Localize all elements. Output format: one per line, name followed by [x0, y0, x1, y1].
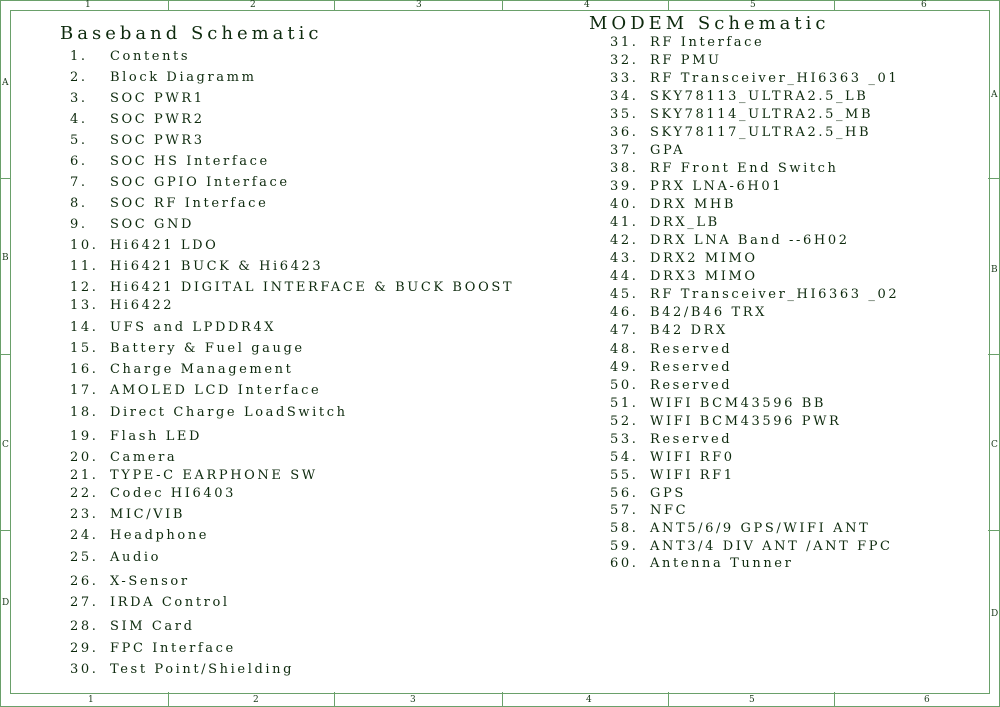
item-label: Audio	[110, 550, 162, 565]
list-item	[610, 287, 899, 302]
baseband-title: Baseband Schematic	[60, 23, 323, 44]
item-label: SOC HS Interface	[110, 154, 270, 169]
item-number: 55.	[610, 468, 639, 483]
item-label: Hi6422	[110, 298, 175, 313]
border-tick	[0, 178, 10, 179]
list-item	[610, 89, 868, 104]
list-item	[610, 107, 873, 122]
list-item	[70, 91, 205, 106]
item-number: 2.	[70, 70, 88, 85]
item-label: SKY78113_ULTRA2.5_LB	[650, 89, 869, 104]
column-label: 1	[85, 0, 91, 10]
row-label: B	[2, 253, 9, 263]
list-item	[70, 70, 257, 85]
list-item	[70, 49, 190, 64]
item-label: Reserved	[650, 378, 733, 393]
item-number: 39.	[610, 179, 639, 194]
item-number: 21.	[70, 468, 99, 483]
item-number: 15.	[70, 341, 99, 356]
item-number: 19.	[70, 429, 99, 444]
item-label: IRDA Control	[110, 595, 230, 610]
item-number: 27.	[70, 595, 99, 610]
item-number: 1.	[70, 49, 88, 64]
list-item	[610, 503, 688, 518]
item-label: WIFI BCM43596 PWR	[650, 414, 842, 429]
item-label: Contents	[110, 49, 191, 64]
item-label: AMOLED LCD Interface	[110, 383, 322, 398]
item-number: 33.	[610, 71, 639, 86]
item-label: DRX_LB	[650, 215, 720, 230]
column-label: 3	[410, 695, 416, 705]
item-label: Battery & Fuel gauge	[110, 341, 305, 356]
item-number: 16.	[70, 362, 99, 377]
list-item	[70, 662, 294, 677]
column-label: 6	[921, 0, 927, 10]
item-label: Reserved	[650, 342, 733, 357]
item-number: 38.	[610, 161, 639, 176]
item-number: 54.	[610, 450, 639, 465]
list-item	[70, 238, 218, 253]
list-item	[610, 161, 839, 176]
border-tick	[168, 692, 169, 706]
item-label: WIFI RF0	[650, 450, 735, 465]
border-tick	[668, 0, 669, 10]
list-item	[610, 414, 841, 429]
item-label: Codec HI6403	[110, 486, 236, 501]
item-label: Camera	[110, 450, 178, 465]
item-number: 48.	[610, 342, 639, 357]
list-item	[70, 405, 348, 420]
item-number: 42.	[610, 233, 639, 248]
row-label: B	[991, 265, 998, 275]
item-number: 11.	[70, 259, 99, 274]
item-number: 25.	[70, 550, 99, 565]
list-item	[70, 362, 293, 377]
border-tick	[334, 692, 335, 706]
list-item	[610, 269, 758, 284]
border-tick	[0, 530, 10, 531]
item-number: 4.	[70, 112, 88, 127]
item-number: 59.	[610, 539, 639, 554]
item-number: 34.	[610, 89, 639, 104]
item-label: RF Transceiver_HI6363 _01	[650, 71, 900, 86]
list-item	[70, 217, 194, 232]
item-number: 28.	[70, 619, 99, 634]
list-item	[610, 396, 826, 411]
item-label: GPA	[650, 143, 686, 158]
item-label: SOC PWR3	[110, 133, 205, 148]
item-label: SOC PWR2	[110, 112, 205, 127]
item-number: 9.	[70, 217, 88, 232]
list-item	[610, 323, 728, 338]
list-item	[70, 486, 236, 501]
list-item	[70, 196, 268, 211]
border-tick	[834, 692, 835, 706]
border-tick	[502, 692, 503, 706]
item-number: 12.	[70, 280, 99, 295]
column-label: 2	[250, 0, 256, 10]
list-item	[610, 53, 722, 68]
item-number: 36.	[610, 125, 639, 140]
item-label: SOC GPIO Interface	[110, 175, 290, 190]
item-label: NFC	[650, 503, 689, 518]
list-item	[610, 486, 686, 501]
item-number: 3.	[70, 91, 88, 106]
list-item	[610, 468, 735, 483]
item-number: 60.	[610, 556, 639, 571]
item-label: Block Diagramm	[110, 70, 257, 85]
item-label: X-Sensor	[110, 574, 190, 589]
item-label: RF Transceiver_HI6363 _02	[650, 287, 900, 302]
item-number: 24.	[70, 528, 99, 543]
item-number: 46.	[610, 305, 639, 320]
row-label: A	[991, 90, 998, 100]
item-number: 22.	[70, 486, 99, 501]
list-item	[610, 450, 735, 465]
item-label: Direct Charge LoadSwitch	[110, 405, 348, 420]
list-item	[70, 259, 323, 274]
list-item	[70, 320, 276, 335]
item-number: 18.	[70, 405, 99, 420]
item-number: 20.	[70, 450, 99, 465]
border-tick	[168, 0, 169, 10]
column-label: 4	[586, 695, 592, 705]
list-item	[610, 521, 870, 536]
column-label: 2	[253, 695, 259, 705]
item-label: MIC/VIB	[110, 507, 186, 522]
item-label: RF PMU	[650, 53, 722, 68]
border-tick	[988, 178, 999, 179]
item-number: 52.	[610, 414, 639, 429]
item-number: 30.	[70, 662, 99, 677]
border-tick	[668, 692, 669, 706]
item-number: 56.	[610, 486, 639, 501]
item-number: 23.	[70, 507, 99, 522]
item-label: FPC Interface	[110, 641, 236, 656]
border-tick	[988, 530, 999, 531]
list-item	[70, 619, 195, 634]
item-number: 31.	[610, 35, 639, 50]
list-item	[70, 175, 290, 190]
modem-title: MODEM Schematic	[589, 13, 830, 34]
item-label: Test Point/Shielding	[110, 662, 295, 677]
list-item	[70, 550, 161, 565]
list-item	[610, 378, 732, 393]
list-item	[70, 507, 185, 522]
list-item	[70, 450, 177, 465]
item-number: 10.	[70, 238, 99, 253]
list-item	[610, 305, 767, 320]
item-number: 26.	[70, 574, 99, 589]
item-number: 50.	[610, 378, 639, 393]
column-label: 5	[750, 0, 756, 10]
column-label: 3	[416, 0, 422, 10]
item-number: 14.	[70, 320, 99, 335]
list-item	[70, 528, 209, 543]
item-label: Hi6421 BUCK & Hi6423	[110, 259, 324, 274]
row-label: D	[991, 609, 999, 619]
list-item	[70, 112, 205, 127]
item-number: 5.	[70, 133, 88, 148]
list-item	[70, 595, 230, 610]
item-label: Antenna Tunner	[650, 556, 794, 571]
row-label: C	[991, 440, 998, 450]
list-item	[70, 154, 270, 169]
border-tick	[502, 0, 503, 10]
item-label: Hi6421 LDO	[110, 238, 219, 253]
item-number: 40.	[610, 197, 639, 212]
item-label: Reserved	[650, 360, 733, 375]
list-item	[610, 179, 783, 194]
item-label: DRX LNA Band --6H02	[650, 233, 850, 248]
column-label: 6	[924, 695, 930, 705]
item-label: B42 DRX	[650, 323, 728, 338]
list-item	[610, 360, 732, 375]
item-label: DRX3 MIMO	[650, 269, 758, 284]
item-label: SOC GND	[110, 217, 195, 232]
item-label: RF Front End Switch	[650, 161, 839, 176]
column-label: 5	[749, 695, 755, 705]
row-label: A	[2, 78, 9, 88]
item-number: 37.	[610, 143, 639, 158]
item-label: WIFI RF1	[650, 468, 735, 483]
item-label: Flash LED	[110, 429, 203, 444]
item-label: ANT3/4 DIV ANT /ANT FPC	[650, 539, 893, 554]
list-item	[610, 35, 764, 50]
item-label: SOC RF Interface	[110, 196, 269, 211]
item-label: TYPE-C EARPHONE SW	[110, 468, 318, 483]
item-number: 41.	[610, 215, 639, 230]
item-number: 6.	[70, 154, 88, 169]
item-label: RF Interface	[650, 35, 765, 50]
item-number: 13.	[70, 298, 99, 313]
item-number: 44.	[610, 269, 639, 284]
item-number: 51.	[610, 396, 639, 411]
list-item	[610, 125, 871, 140]
item-number: 35.	[610, 107, 639, 122]
item-label: Charge Management	[110, 362, 294, 377]
item-label: PRX LNA-6H01	[650, 179, 784, 194]
list-item	[70, 133, 205, 148]
list-item	[70, 383, 321, 398]
list-item	[70, 574, 190, 589]
list-item	[70, 280, 514, 295]
column-label: 1	[88, 695, 94, 705]
item-label: UFS and LPDDR4X	[110, 320, 277, 335]
item-label: SIM Card	[110, 619, 195, 634]
item-number: 17.	[70, 383, 99, 398]
list-item	[610, 197, 736, 212]
item-number: 47.	[610, 323, 639, 338]
list-item	[610, 539, 893, 554]
list-item	[610, 342, 732, 357]
item-label: Hi6421 DIGITAL INTERFACE & BUCK BOOST	[110, 280, 515, 295]
item-number: 45.	[610, 287, 639, 302]
item-label: SKY78114_ULTRA2.5_MB	[650, 107, 874, 122]
list-item	[610, 251, 758, 266]
list-item	[70, 341, 305, 356]
list-item	[610, 143, 685, 158]
item-label: WIFI BCM43596 BB	[650, 396, 827, 411]
list-item	[610, 233, 850, 248]
list-item	[70, 641, 236, 656]
item-number: 29.	[70, 641, 99, 656]
border-tick	[834, 0, 835, 10]
item-number: 49.	[610, 360, 639, 375]
row-label: D	[2, 598, 10, 608]
item-label: B42/B46 TRX	[650, 305, 768, 320]
item-label: SKY78117_ULTRA2.5_HB	[650, 125, 872, 140]
list-item	[70, 468, 318, 483]
item-label: SOC PWR1	[110, 91, 205, 106]
item-number: 57.	[610, 503, 639, 518]
item-label: DRX MHB	[650, 197, 736, 212]
item-number: 58.	[610, 521, 639, 536]
list-item	[610, 215, 720, 230]
column-label: 4	[584, 0, 590, 10]
list-item	[70, 298, 174, 313]
item-label: DRX2 MIMO	[650, 251, 758, 266]
list-item	[610, 71, 899, 86]
item-number: 7.	[70, 175, 88, 190]
item-number: 8.	[70, 196, 88, 211]
item-label: Reserved	[650, 432, 733, 447]
row-label: C	[2, 440, 9, 450]
list-item	[610, 556, 793, 571]
item-number: 53.	[610, 432, 639, 447]
item-label: ANT5/6/9 GPS/WIFI ANT	[650, 521, 871, 536]
item-number: 32.	[610, 53, 639, 68]
item-label: GPS	[650, 486, 686, 501]
border-tick	[334, 0, 335, 10]
border-tick	[0, 354, 10, 355]
item-label: Headphone	[110, 528, 210, 543]
item-number: 43.	[610, 251, 639, 266]
border-tick	[988, 354, 999, 355]
list-item	[70, 429, 202, 444]
list-item	[610, 432, 732, 447]
